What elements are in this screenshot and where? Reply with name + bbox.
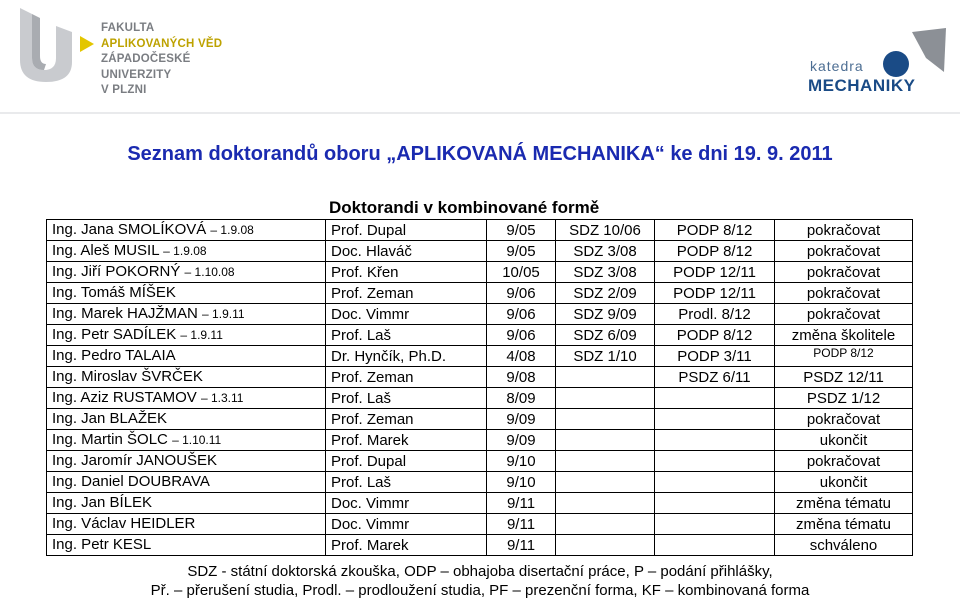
student-date: – 1.10.11 xyxy=(172,433,222,447)
student-name-cell xyxy=(47,430,326,451)
podp-cell: PSDZ 6/11 xyxy=(655,367,775,388)
student-name: Ing. Václav HEIDLER xyxy=(52,515,196,532)
sdz-cell xyxy=(556,367,655,388)
student-name-cell xyxy=(47,304,326,325)
table-body xyxy=(47,220,913,556)
table-row xyxy=(47,220,913,241)
podp-cell: Prodl. 8/12 xyxy=(655,304,775,325)
student-date: – 1.9.11 xyxy=(180,328,223,342)
table-row xyxy=(47,451,913,472)
table-row xyxy=(47,430,913,451)
student-name: Ing. Jan BÍLEK xyxy=(52,494,153,511)
podp-cell xyxy=(655,535,775,556)
status-cell: pokračovat xyxy=(775,451,913,472)
advisor-cell: Doc. Vimmr xyxy=(326,304,487,325)
page-header xyxy=(0,0,960,112)
student-name: Ing. Jan BLAŽEK xyxy=(52,410,168,427)
table-row xyxy=(47,325,913,346)
table-subtitle: Doktorandi v kombinované formě xyxy=(329,198,600,217)
sdz-cell: SDZ 3/08 xyxy=(556,262,655,283)
student-name: Ing. Petr SADÍLEK xyxy=(52,326,177,343)
table-row xyxy=(47,472,913,493)
sdz-cell xyxy=(556,535,655,556)
podp-cell xyxy=(655,388,775,409)
start-cell: 9/10 xyxy=(487,451,556,472)
sdz-cell xyxy=(556,388,655,409)
status-cell: pokračovat xyxy=(775,220,913,241)
student-name-cell xyxy=(47,451,326,472)
start-cell: 9/11 xyxy=(487,493,556,514)
advisor-cell: Prof. Zeman xyxy=(326,283,487,304)
podp-cell: PODP 12/11 xyxy=(655,283,775,304)
table-row xyxy=(47,535,913,556)
student-name: Ing. Petr KESL xyxy=(52,536,152,553)
table-row xyxy=(47,388,913,409)
student-name-cell xyxy=(47,388,326,409)
student-name-cell xyxy=(47,367,326,388)
faculty-name: FAKULTA APLIKOVANÝCH VĚD ZÁPADOČESKÉ UNIVERZITY V PLZNI xyxy=(101,22,223,96)
student-name: Ing. Jana SMOLÍKOVÁ xyxy=(52,221,207,238)
status-cell: PSDZ 12/11 xyxy=(775,367,913,388)
advisor-cell: Prof. Laš xyxy=(326,388,487,409)
table-row xyxy=(47,346,913,367)
department-label-small: katedra xyxy=(810,58,864,74)
podp-cell: PODP 3/11 xyxy=(655,346,775,367)
status-cell: změna tématu xyxy=(775,493,913,514)
start-cell: 9/06 xyxy=(487,283,556,304)
student-name-cell xyxy=(47,241,326,262)
podp-cell: PODP 8/12 xyxy=(655,241,775,262)
status-cell: pokračovat xyxy=(775,409,913,430)
student-name: Ing. Jiří POKORNÝ xyxy=(52,263,181,280)
podp-cell xyxy=(655,451,775,472)
podp-cell: PODP 8/12 xyxy=(655,220,775,241)
sdz-cell xyxy=(556,493,655,514)
student-name: Ing. Tomáš MÍŠEK xyxy=(52,284,176,301)
start-cell: 9/05 xyxy=(487,241,556,262)
student-name-cell xyxy=(47,325,326,346)
start-cell: 10/05 xyxy=(487,262,556,283)
podp-cell xyxy=(655,430,775,451)
faculty-arrow-icon xyxy=(80,36,94,52)
faculty-logo-icon xyxy=(18,6,74,84)
status-cell: pokračovat xyxy=(775,304,913,325)
start-cell: 9/10 xyxy=(487,472,556,493)
advisor-cell: Prof. Dupal xyxy=(326,220,487,241)
sdz-cell xyxy=(556,430,655,451)
advisor-cell: Prof. Zeman xyxy=(326,367,487,388)
student-date: – 1.9.11 xyxy=(202,307,245,321)
table-row xyxy=(47,493,913,514)
student-name: Ing. Marek HAJŽMAN xyxy=(52,305,198,322)
table-row xyxy=(47,409,913,430)
student-name-cell xyxy=(47,514,326,535)
start-cell: 9/11 xyxy=(487,535,556,556)
student-name: Ing. Aleš MUSIL xyxy=(52,242,159,259)
student-name-cell xyxy=(47,283,326,304)
student-date: – 1.10.08 xyxy=(184,265,235,279)
sdz-cell xyxy=(556,472,655,493)
advisor-cell: Prof. Křen xyxy=(326,262,487,283)
student-name-cell xyxy=(47,535,326,556)
table-row xyxy=(47,367,913,388)
status-cell: pokračovat xyxy=(775,262,913,283)
start-cell: 9/09 xyxy=(487,409,556,430)
doctoral-students-table xyxy=(46,219,913,556)
department-label-big: MECHANIKY xyxy=(808,76,916,95)
student-name: Ing. Pedro TALAIA xyxy=(52,347,176,364)
status-cell: ukončit xyxy=(775,430,913,451)
sdz-cell xyxy=(556,409,655,430)
start-cell: 9/11 xyxy=(487,514,556,535)
start-cell: 9/09 xyxy=(487,430,556,451)
status-cell: PODP 8/12 xyxy=(775,346,913,367)
legend-line-1: SDZ - státní doktorská zkouška, ODP – obhajoba disertační práce, P – podání přihlášky, xyxy=(187,563,773,580)
start-cell: 9/06 xyxy=(487,304,556,325)
status-cell: změna tématu xyxy=(775,514,913,535)
podp-cell xyxy=(655,514,775,535)
podp-cell: PODP 8/12 xyxy=(655,325,775,346)
advisor-cell: Prof. Laš xyxy=(326,325,487,346)
student-date: – 1.3.11 xyxy=(200,391,244,405)
sdz-cell: SDZ 1/10 xyxy=(556,346,655,367)
legend-line-2: Př. – přerušení studia, Prodl. – prodloužení studia, PF – prezenční forma, KF – kombinovaná forma xyxy=(150,582,810,599)
student-date: – 1.9.08 xyxy=(210,223,254,237)
table-row xyxy=(47,304,913,325)
student-name-cell xyxy=(47,220,326,241)
student-name-cell xyxy=(47,409,326,430)
student-name-cell xyxy=(47,346,326,367)
advisor-cell: Prof. Zeman xyxy=(326,409,487,430)
sdz-cell xyxy=(556,514,655,535)
header-divider xyxy=(0,112,960,114)
sdz-cell: SDZ 2/09 xyxy=(556,283,655,304)
table-row xyxy=(47,262,913,283)
status-cell: schváleno xyxy=(775,535,913,556)
advisor-cell: Prof. Marek xyxy=(326,535,487,556)
advisor-cell: Doc. Vimmr xyxy=(326,514,487,535)
advisor-cell: Prof. Laš xyxy=(326,472,487,493)
advisor-cell: Prof. Dupal xyxy=(326,451,487,472)
status-cell: změna školitele xyxy=(775,325,913,346)
status-cell: pokračovat xyxy=(775,283,913,304)
sdz-cell: SDZ 10/06 xyxy=(556,220,655,241)
status-cell: ukončit xyxy=(775,472,913,493)
sdz-cell: SDZ 3/08 xyxy=(556,241,655,262)
student-name: Ing. Miroslav ŠVRČEK xyxy=(52,368,203,385)
student-name-cell xyxy=(47,493,326,514)
sdz-cell xyxy=(556,451,655,472)
student-name: Ing. Jaromír JANOUŠEK xyxy=(52,452,218,469)
sdz-cell: SDZ 9/09 xyxy=(556,304,655,325)
table-row xyxy=(47,241,913,262)
student-name-cell xyxy=(47,262,326,283)
student-name-cell xyxy=(47,472,326,493)
start-cell: 9/05 xyxy=(487,220,556,241)
advisor-cell: Prof. Marek xyxy=(326,430,487,451)
advisor-cell: Doc. Hlaváč xyxy=(326,241,487,262)
student-date: – 1.9.08 xyxy=(163,244,207,258)
start-cell: 9/06 xyxy=(487,325,556,346)
page-title: Seznam doktorandů oboru „APLIKOVANÁ MECHANIKA“ ke dni 19. 9. 2011 xyxy=(127,143,833,165)
department-logo xyxy=(806,28,946,96)
podp-cell: PODP 12/11 xyxy=(655,262,775,283)
podp-cell xyxy=(655,472,775,493)
table-row xyxy=(47,283,913,304)
podp-cell xyxy=(655,409,775,430)
table-row xyxy=(47,514,913,535)
student-name: Ing. Martin ŠOLC xyxy=(52,431,168,448)
sdz-cell: SDZ 6/09 xyxy=(556,325,655,346)
start-cell: 8/09 xyxy=(487,388,556,409)
student-name: Ing. Daniel DOUBRAVA xyxy=(52,473,210,490)
student-name: Ing. Aziz RUSTAMOV xyxy=(52,389,197,406)
status-cell: PSDZ 1/12 xyxy=(775,388,913,409)
podp-cell xyxy=(655,493,775,514)
start-cell: 4/08 xyxy=(487,346,556,367)
advisor-cell: Doc. Vimmr xyxy=(326,493,487,514)
advisor-cell: Dr. Hynčík, Ph.D. xyxy=(326,346,487,367)
start-cell: 9/08 xyxy=(487,367,556,388)
status-cell: pokračovat xyxy=(775,241,913,262)
